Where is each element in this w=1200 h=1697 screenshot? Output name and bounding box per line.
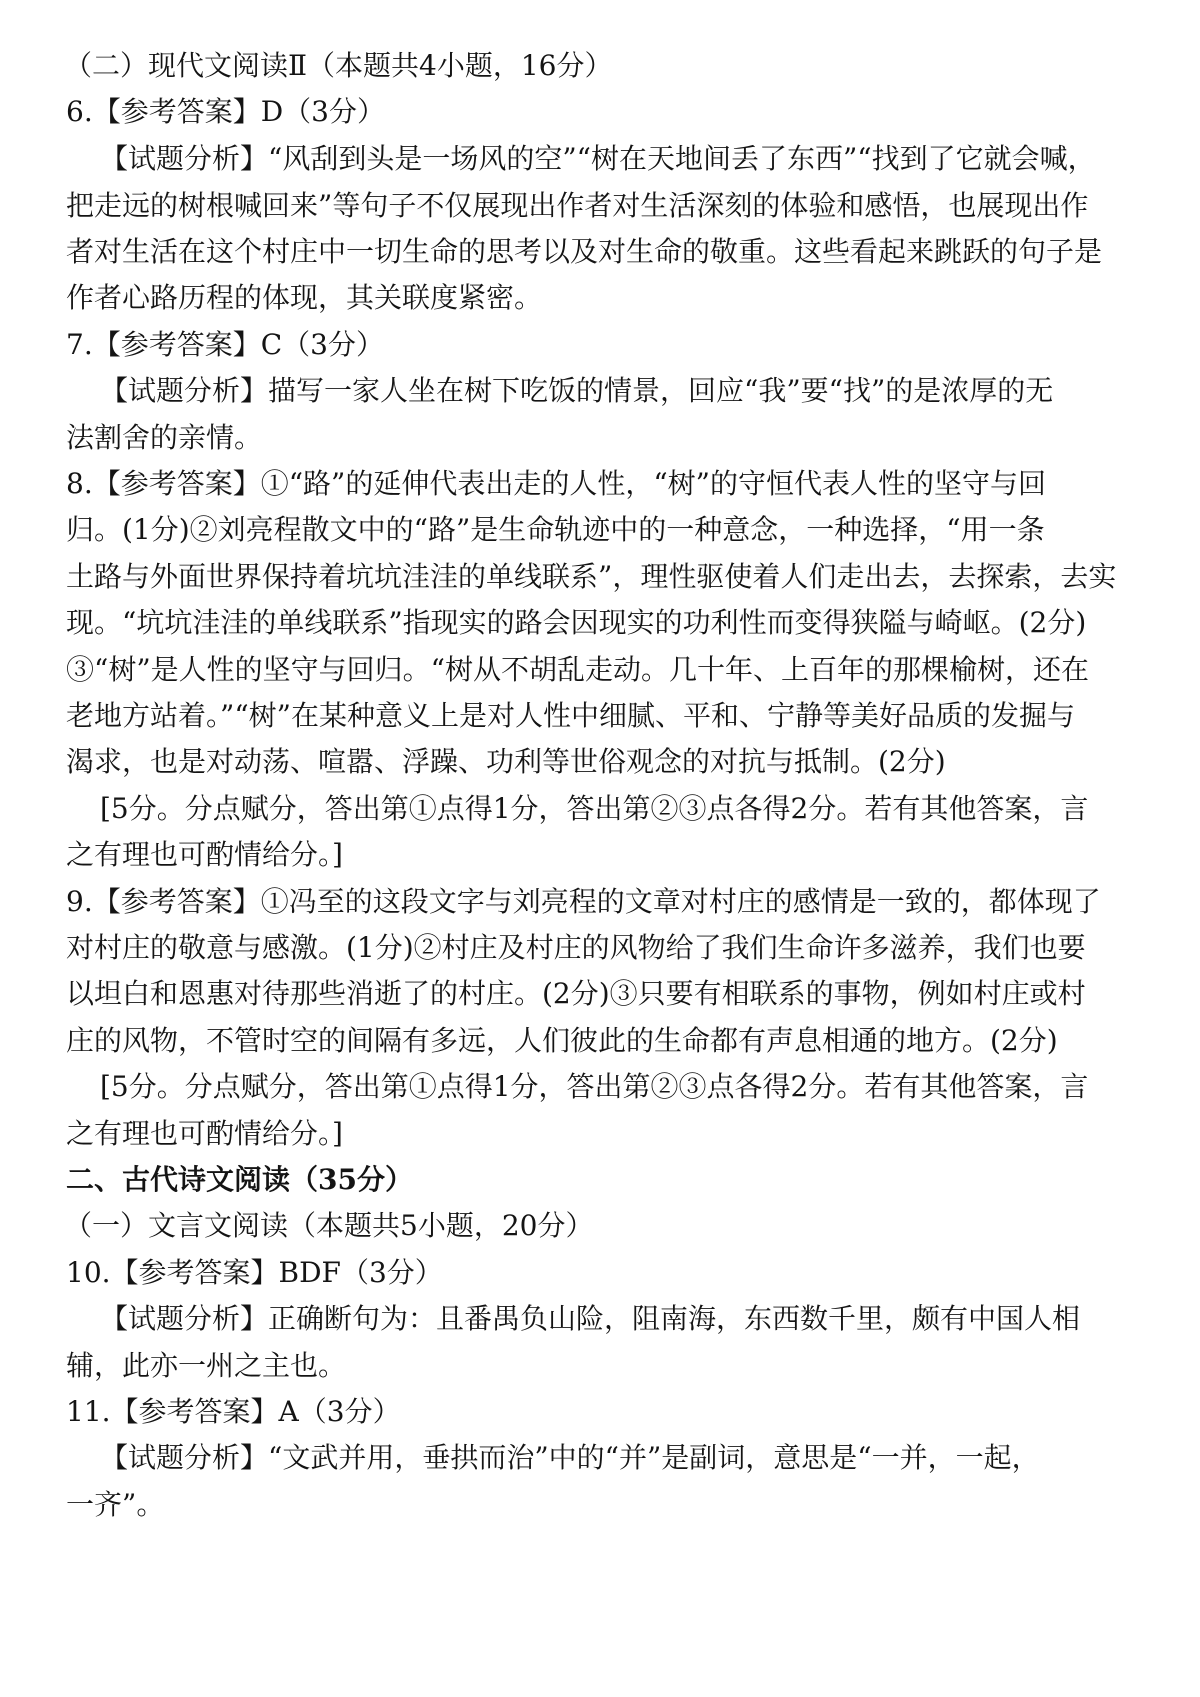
analysis-line: 【试题分析】“风刮到头是一场风的空”“树在天地间丢了东西”“找到了它就会喊， (100, 142, 1096, 175)
analysis-line: 【试题分析】描写一家人坐在树下吃饭的情景，回应“我”要“找”的是浓厚的无 (100, 374, 1054, 407)
analysis-line: 【试题分析】“文武并用，垂拱而治”中的“并”是副词，意思是“一并，一起， (100, 1441, 1040, 1474)
part-heading: 二、古代诗文阅读（35分） (66, 1163, 413, 1196)
analysis-line: 一齐”。 (66, 1488, 165, 1521)
answer-line: 现。“坑坑洼洼的单线联系”指现实的路会因现实的功利性而变得狭隘与崎岖。(2分) (66, 606, 1087, 639)
scoring-note: 之有理也可酌情给分。] (66, 1117, 343, 1150)
analysis-line: 【试题分析】正确断句为：且番禺负山险，阻南海，东西数千里，颇有中国人相 (100, 1302, 1081, 1335)
answer-line: 10.【参考答案】BDF（3分） (66, 1256, 443, 1289)
answer-line: 7.【参考答案】C（3分） (66, 328, 384, 361)
answer-line: 老地方站着。”“树”在某种意义上是对人性中细腻、平和、宁静等美好品质的发掘与 (66, 699, 1075, 732)
answer-line: 11.【参考答案】A（3分） (66, 1395, 401, 1428)
answer-line: 归。(1分)②刘亮程散文中的“路”是生命轨迹中的一种意念，一种选择，“用一条 (66, 513, 1045, 546)
answer-line: 土路与外面世界保持着坑坑洼洼的单线联系”，理性驱使着人们走出去，去探索，去实 (66, 560, 1117, 593)
answer-line: 庄的风物，不管时空的间隔有多远，人们彼此的生命都有声息相通的地方。(2分) (66, 1024, 1058, 1057)
answer-line: 8.【参考答案】①“路”的延伸代表出走的人性，“树”的守恒代表人性的坚守与回 (66, 467, 1046, 500)
answer-line: 9.【参考答案】①冯至的这段文字与刘亮程的文章对村庄的感情是一致的，都体现了 (66, 885, 1101, 918)
section-heading: （一）文言文阅读（本题共5小题，20分） (64, 1209, 594, 1242)
answer-line: 对村庄的敬意与感激。(1分)②村庄及村庄的风物给了我们生命许多滋养，我们也要 (66, 931, 1086, 964)
analysis-line: 者对生活在这个村庄中一切生命的思考以及对生命的敬重。这些看起来跳跃的句子是 (66, 235, 1103, 268)
answer-line: 以坦白和恩惠对待那些消逝了的村庄。(2分)③只要有相联系的事物，例如村庄或村 (66, 977, 1086, 1010)
answer-line: 渴求，也是对动荡、喧嚣、浮躁、功利等世俗观念的对抗与抵制。(2分) (66, 745, 946, 778)
answer-line: 6.【参考答案】D（3分） (66, 95, 385, 128)
scoring-note: 之有理也可酌情给分。] (66, 838, 343, 871)
scoring-note: [5分。分点赋分，答出第①点得1分，答出第②③点各得2分。若有其他答案，言 (100, 792, 1089, 825)
analysis-line: 辅，此亦一州之主也。 (66, 1349, 347, 1382)
scoring-note: [5分。分点赋分，答出第①点得1分，答出第②③点各得2分。若有其他答案，言 (100, 1070, 1089, 1103)
analysis-line: 把走远的树根喊回来”等句子不仅展现出作者对生活深刻的体验和感悟，也展现出作 (66, 189, 1089, 222)
answer-line: ③“树”是人性的坚守与回归。“树从不胡乱走动。几十年、上百年的那棵榆树，还在 (66, 653, 1089, 686)
section-heading: （二）现代文阅读Ⅱ（本题共4小题，16分） (64, 49, 613, 82)
analysis-line: 作者心路历程的体现，其关联度紧密。 (66, 281, 543, 314)
analysis-line: 法割舍的亲情。 (66, 421, 263, 454)
